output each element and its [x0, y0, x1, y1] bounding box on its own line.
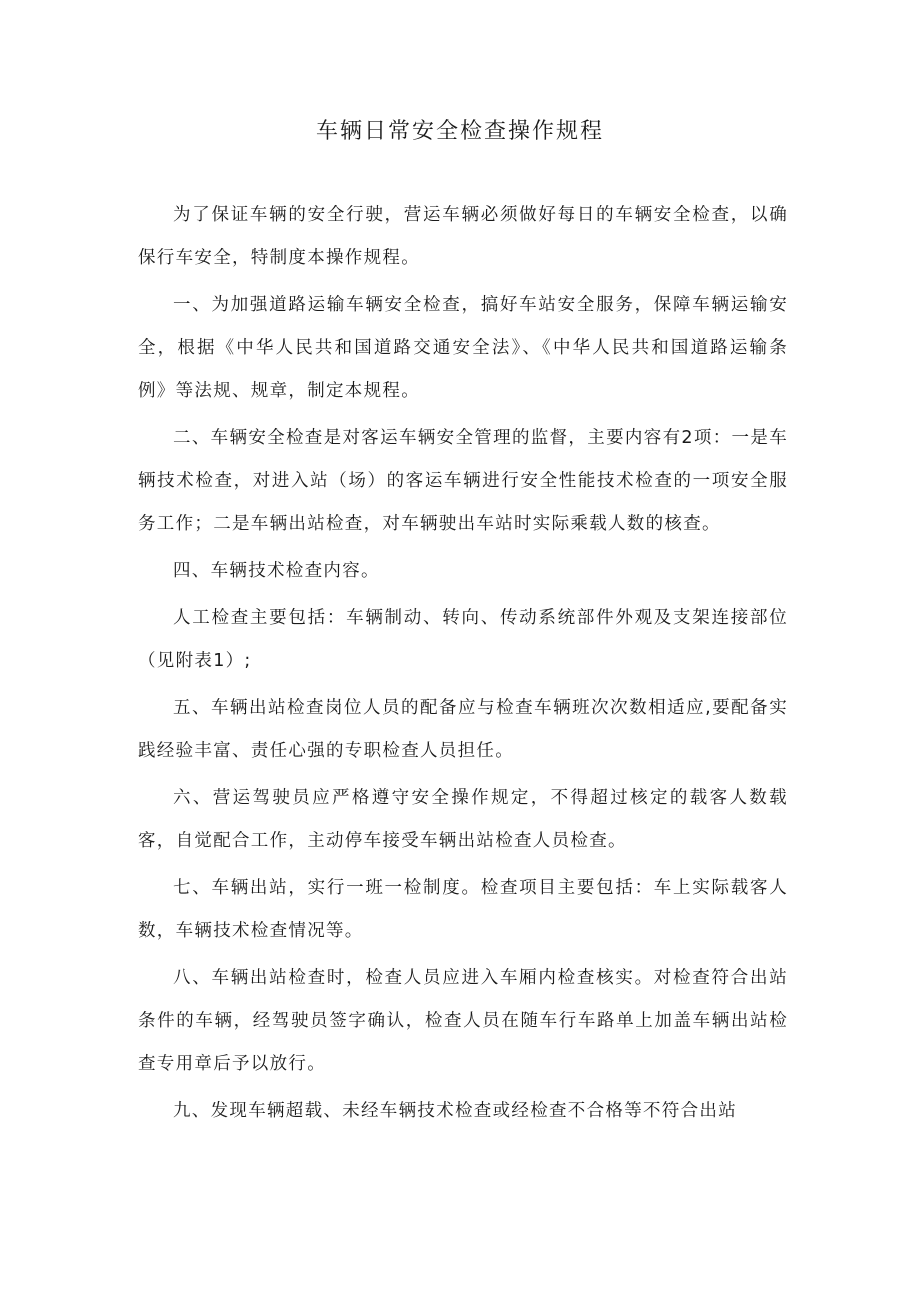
paragraph-section-4: 四、车辆技术检查内容。 — [173, 561, 380, 581]
paragraph-section-1: 一、为加强道路运输车辆安全检查，搞好车站安全服务，保障车辆运输安全，根据《中华人民共和国道路交通安全法》、《中华人民共和国道路运输条例》等法规、规章，制定本规程。 — [138, 295, 788, 401]
paragraph-section-8: 八、车辆出站检查时，检查人员应进入车厢内检查核实。对检查符合出站条件的车辆，经驾驶员签字确认，检查人员在随车行车路单上加盖车辆出站检查专用章后予以放行。 — [138, 968, 788, 1074]
paragraph-section-6: 六、营运驾驶员应严格遵守安全操作规定，不得超过核定的载客人数载客，自觉配合工作，主动停车接受车辆出站检查人员检查。 — [138, 788, 788, 851]
paragraph-manual-inspection: 人工检查主要包括：车辆制动、转向、传动系统部件外观及支架连接部位（见附表1）; — [138, 608, 788, 671]
paragraph-section-5: 五、车辆出站检查岗位人员的配备应与检查车辆班次次数相适应,要配备实践经验丰富、责任心强的专职检查人员担任。 — [138, 698, 788, 761]
document-body — [138, 194, 788, 1137]
paragraph-section-7: 七、车辆出站，实行一班一检制度。检查项目主要包括：车上实际载客人数，车辆技术检查情况等。 — [138, 878, 788, 941]
paragraph-section-2: 二、车辆安全检查是对客运车辆安全管理的监督，主要内容有2项：一是车辆技术检查，对进入站（场）的客运车辆进行安全性能技术检查的一项安全服务工作；二是车辆出站检查，对车辆驶出车站时实际乘载人数的核查。 — [138, 428, 788, 534]
paragraph-section-9: 九、发现车辆超载、未经车辆技术检查或经检查不合格等不符合出站 — [173, 1101, 737, 1121]
paragraph-intro: 为了保证车辆的安全行驶，营运车辆必须做好每日的车辆安全检查，以确保行车安全，特制度本操作规程。 — [138, 205, 788, 268]
document-title: 车辆日常安全检查操作规程 — [315, 119, 604, 144]
